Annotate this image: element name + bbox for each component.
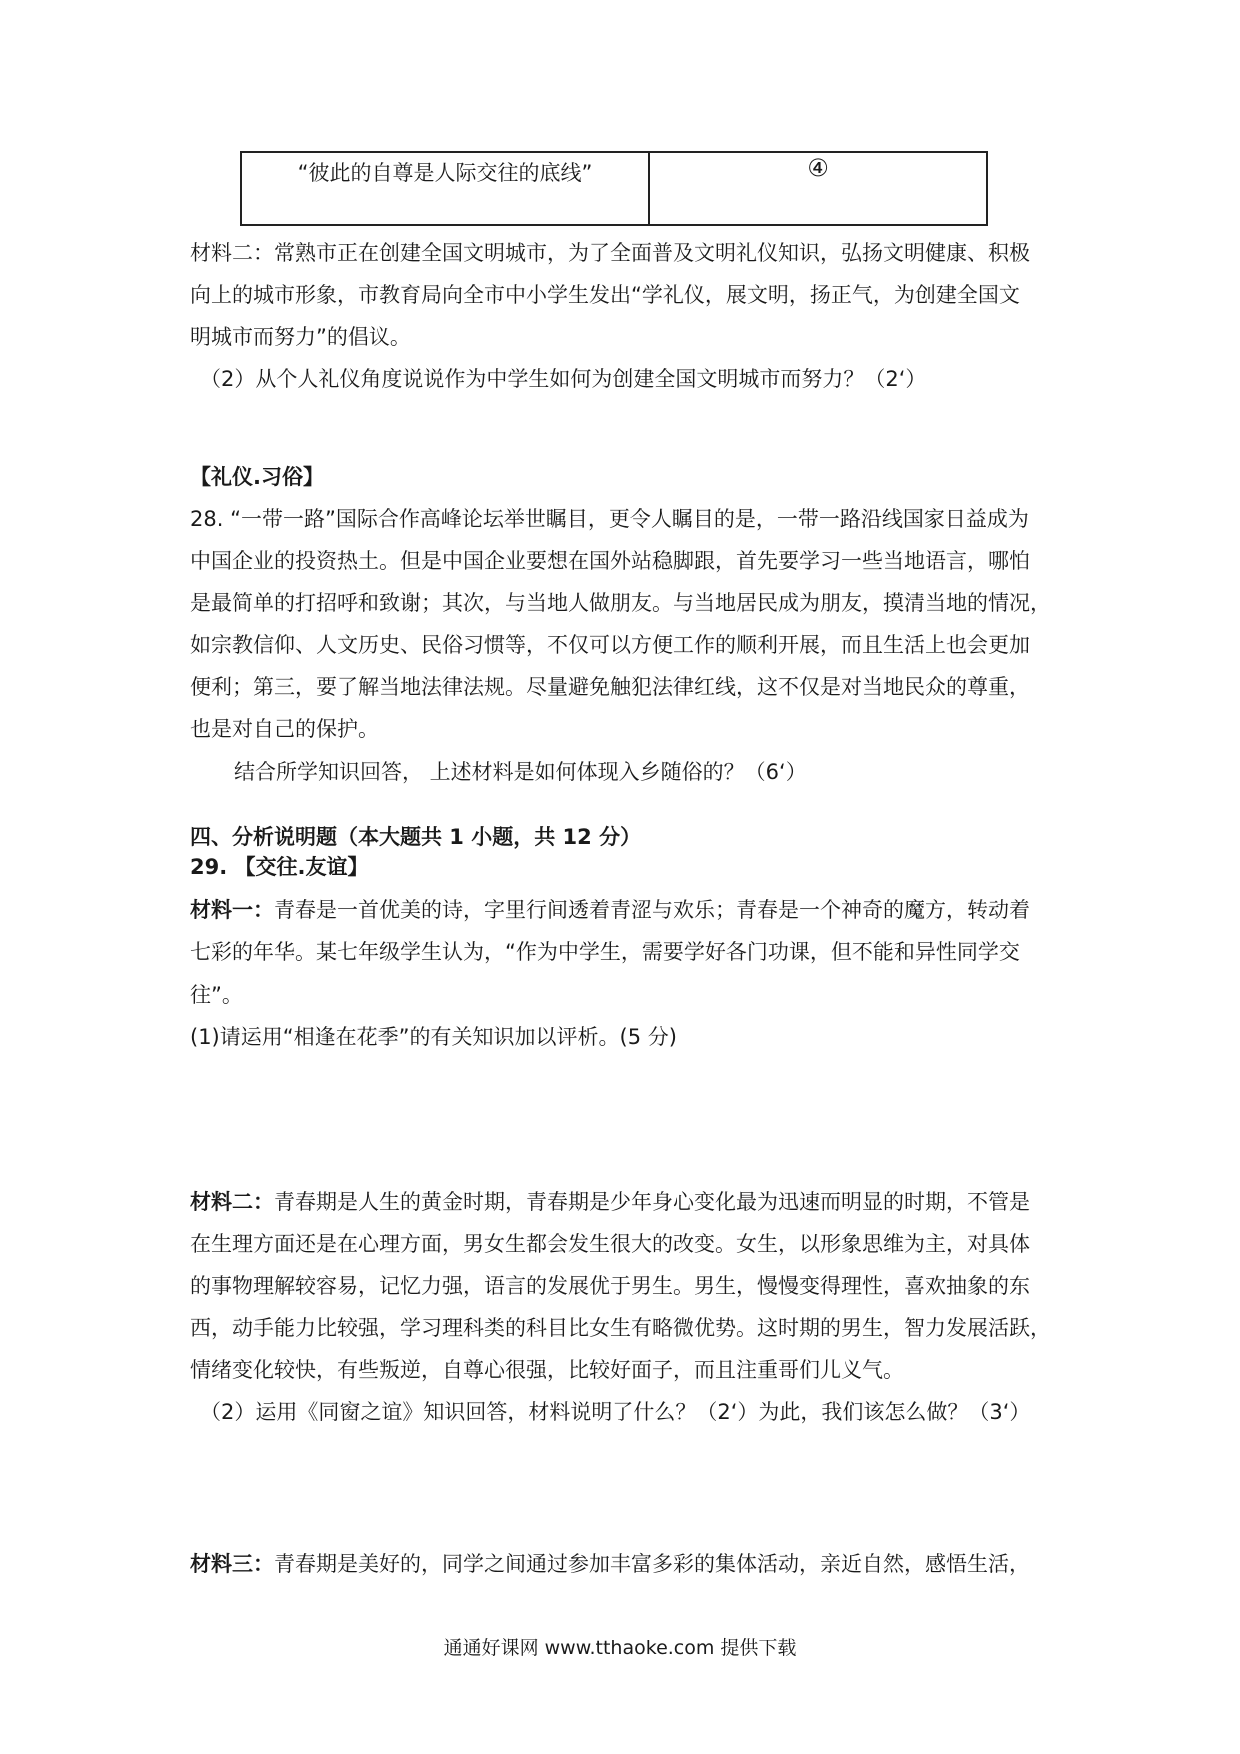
material1-line-3: 往”。 (190, 983, 243, 1007)
material1-line-2: 七彩的年华。某七年级学生认为，“作为中学生，需要学好各门功课，但不能和异性同学交 (190, 940, 1020, 964)
material2b-text-1: 青春期是人生的黄金时期，青春期是少年身心变化最为迅速而明显的时期，不管是 (274, 1190, 1030, 1214)
material2-line-1: 材料二：常熟市正在创建全国文明城市，为了全面普及文明礼仪知识，弘扬文明健康、积极 (190, 241, 1030, 265)
material3-text-1: 青春期是美好的，同学之间通过参加丰富多彩的集体活动，亲近自然，感悟生活， (274, 1552, 1030, 1576)
material2-line-3: 明城市而努力”的倡议。 (190, 325, 411, 349)
material1-line-1 (190, 895, 1030, 925)
q29-sub2: （2）运用《同窗之谊》知识回答，材料说明了什么？（2‘）为此，我们该怎么做？（3‘） (200, 1400, 1031, 1424)
material1-label: 材料一： (190, 898, 274, 922)
page-footer: 通通好课网 www.tthaoke.com 提供下载 (443, 1637, 797, 1659)
answer-table (240, 151, 988, 226)
material2b-line-2: 在生理方面还是在心理方面，男女生都会发生很大的改变。女生，以形象思维为主，对具体 (190, 1232, 1030, 1256)
material2-question: （2）从个人礼仪角度说说作为中学生如何为创建全国文明城市而努力？（2‘） (200, 367, 927, 391)
material1-text-1: 青春是一首优美的诗，字里行间透着青涩与欢乐；青春是一个神奇的魔方，转动着 (274, 898, 1030, 922)
q28-question: 结合所学知识回答， 上述材料是如何体现入乡随俗的？（6‘） (234, 760, 807, 784)
material2-line-2: 向上的城市形象，市教育局向全市中小学生发出“学礼仪，展文明，扬正气，为创建全国文 (190, 283, 1020, 307)
part4-heading: 四、分析说明题（本大题共 1 小题，共 12 分） (190, 825, 642, 849)
q29-sub1: (1)请运用“相逢在花季”的有关知识加以评析。(5 分) (190, 1025, 677, 1049)
q28-line-6: 也是对自己的保护。 (190, 717, 379, 741)
q28-line-1: 28. “一带一路”国际合作高峰论坛举世瞩目，更令人瞩目的是，一带一路沿线国家日益成为 (190, 507, 1029, 531)
section-heading-liyi: 【礼仪.习俗】 (190, 465, 324, 489)
material2b-line-3: 的事物理解较容易，记忆力强，语言的发展优于男生。男生，慢慢变得理性，喜欢抽象的东 (190, 1274, 1030, 1298)
q28-line-3: 是最简单的打招呼和致谢；其次，与当地人做朋友。与当地居民成为朋友，摸清当地的情况， (190, 591, 1051, 615)
material2b-line-4: 西，动手能力比较强，学习理科类的科目比女生有略微优势。这时期的男生，智力发展活跃， (190, 1316, 1051, 1340)
material2b-label: 材料二： (190, 1190, 274, 1214)
table-cell-right: ④ (807, 154, 829, 182)
material2b-line-5: 情绪变化较快，有些叛逆，自尊心很强，比较好面子，而且注重哥们儿义气。 (190, 1358, 904, 1382)
material3-line-1 (190, 1549, 1030, 1579)
material2b-line-1 (190, 1187, 1030, 1217)
q28-line-4: 如宗教信仰、人文历史、民俗习惯等，不仅可以方便工作的顺利开展，而且生活上也会更加 (190, 633, 1030, 657)
table-cell-left: “彼此的自尊是人际交往的底线” (242, 153, 650, 224)
q28-line-2: 中国企业的投资热土。但是中国企业要想在国外站稳脚跟，首先要学习一些当地语言，哪怕 (190, 549, 1030, 573)
q29-heading: 29. 【交往.友谊】 (190, 855, 369, 879)
material3-label: 材料三： (190, 1552, 274, 1576)
q28-line-5: 便利；第三，要了解当地法律法规。尽量避免触犯法律红线，这不仅是对当地民众的尊重， (190, 675, 1030, 699)
